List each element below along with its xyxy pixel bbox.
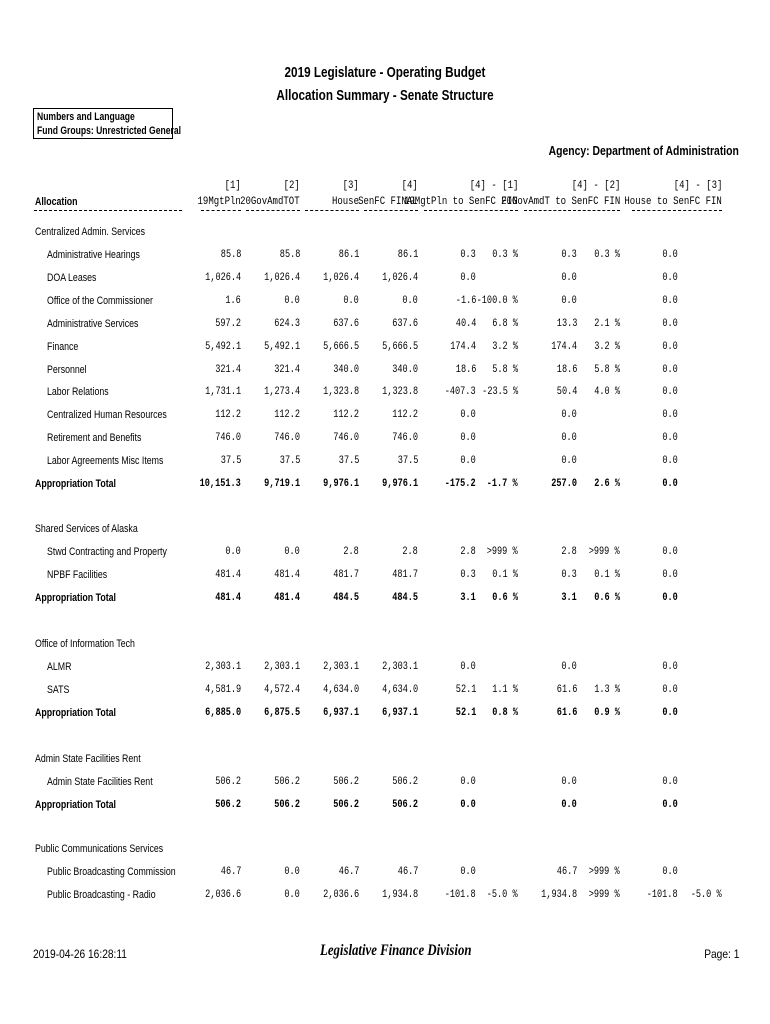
allocation-value: 86.1 xyxy=(338,249,359,261)
allocation-value: 0.0 xyxy=(662,776,678,788)
allocation-header-underline xyxy=(34,210,182,211)
allocation-value: 4,634.0 xyxy=(322,683,359,696)
allocation-value: 174.4 xyxy=(450,340,476,353)
column-header-index: [2] xyxy=(283,180,300,192)
total-value: 3.1 xyxy=(460,591,476,604)
allocation-value: 0.0 xyxy=(662,683,678,696)
allocation-label: Public Broadcasting Commission xyxy=(47,866,176,878)
allocation-value: 0.0 xyxy=(662,363,678,376)
appropriation-total-label: Appropriation Total xyxy=(35,591,116,604)
allocation-value: 37.5 xyxy=(397,455,418,468)
allocation-value: 1.1 % xyxy=(492,683,518,696)
column-header-underline xyxy=(201,210,241,211)
total-value: 506.2 xyxy=(274,798,300,811)
allocation-value: 0.0 xyxy=(662,455,678,468)
allocation-value: -5.0 % xyxy=(691,888,722,901)
total-value: 9,719.1 xyxy=(263,478,300,490)
allocation-value: 1,323.8 xyxy=(381,386,418,399)
allocation-value: 18.6 xyxy=(455,363,476,376)
allocation-value: 0.0 xyxy=(460,661,476,673)
total-value: 6,885.0 xyxy=(204,706,241,719)
allocation-value: 40.4 xyxy=(455,317,476,330)
allocation-value: 5.8 % xyxy=(492,363,518,376)
allocation-value: 1,273.4 xyxy=(263,386,300,399)
allocation-label: SATS xyxy=(47,683,70,696)
allocation-value: 1,026.4 xyxy=(204,271,241,284)
allocation-value: 0.0 xyxy=(284,546,300,558)
allocation-label: Finance xyxy=(47,340,79,353)
allocation-value: 0.0 xyxy=(402,294,418,307)
allocation-value: 5,666.5 xyxy=(322,340,359,353)
allocation-value: 0.0 xyxy=(284,866,300,878)
total-value: 0.8 % xyxy=(492,706,518,719)
allocation-value: 0.0 xyxy=(662,661,678,673)
allocation-value: 321.4 xyxy=(215,363,241,376)
allocation-value: 2.8 xyxy=(561,546,577,558)
allocation-label: DOA Leases xyxy=(47,271,97,284)
column-header-underline xyxy=(424,210,518,211)
allocation-value: 1,934.8 xyxy=(381,888,418,901)
allocation-value: -5.0 % xyxy=(487,888,518,901)
allocation-value: 37.5 xyxy=(220,455,241,468)
allocation-value: 2.8 xyxy=(343,546,359,558)
allocation-label: ALMR xyxy=(47,661,72,673)
appropriation-total-label: Appropriation Total xyxy=(35,478,116,490)
allocation-value: 2,303.1 xyxy=(322,661,359,673)
allocation-value: 637.6 xyxy=(392,317,418,330)
allocation-label: NPBF Facilities xyxy=(47,568,108,581)
allocation-value: 746.0 xyxy=(392,432,418,445)
allocation-value: 0.0 xyxy=(662,409,678,422)
allocation-value: 85.8 xyxy=(279,249,300,261)
column-header-name: 20GovAmdT to SenFC FIN xyxy=(500,196,620,208)
allocation-value: 481.7 xyxy=(333,568,359,581)
allocation-value: 1,026.4 xyxy=(381,271,418,284)
allocation-value: -101.8 xyxy=(445,888,476,901)
total-value: 0.0 xyxy=(460,798,476,811)
allocation-value: 0.0 xyxy=(662,568,678,581)
allocation-value: 4,634.0 xyxy=(381,683,418,696)
allocation-value: 340.0 xyxy=(392,363,418,376)
total-value: 0.6 % xyxy=(492,591,518,604)
allocation-value: 0.1 % xyxy=(594,568,620,581)
total-value: 0.0 xyxy=(662,706,678,719)
allocation-value: 37.5 xyxy=(279,455,300,468)
section-heading: Office of Information Tech xyxy=(35,638,135,650)
column-header-name: House to SenFC FIN xyxy=(624,196,722,208)
allocation-label: Labor Relations xyxy=(47,386,109,399)
total-value: 506.2 xyxy=(333,798,359,811)
allocation-value: 1,026.4 xyxy=(263,271,300,284)
allocation-value: 637.6 xyxy=(333,317,359,330)
total-value: 6,937.1 xyxy=(381,706,418,719)
allocation-value: 0.3 % xyxy=(594,249,620,261)
allocation-value: 2.1 % xyxy=(594,317,620,330)
allocation-value: 321.4 xyxy=(274,363,300,376)
appropriation-total-label: Appropriation Total xyxy=(35,798,116,811)
allocation-value: 746.0 xyxy=(215,432,241,445)
allocation-value: 0.0 xyxy=(561,455,577,468)
total-value: 0.0 xyxy=(561,798,577,811)
total-value: 52.1 xyxy=(455,706,476,719)
allocation-value: 112.2 xyxy=(215,409,241,422)
total-value: 0.0 xyxy=(662,478,678,490)
allocation-value: 506.2 xyxy=(274,776,300,788)
allocation-value: 0.0 xyxy=(662,386,678,399)
total-value: 10,151.3 xyxy=(199,478,241,490)
column-header-index: [1] xyxy=(224,180,241,192)
allocation-value: 4,572.4 xyxy=(263,683,300,696)
total-value: 506.2 xyxy=(215,798,241,811)
total-value: 6,937.1 xyxy=(322,706,359,719)
allocation-value: 481.4 xyxy=(215,568,241,581)
total-value: -175.2 xyxy=(445,478,476,490)
total-value: -1.7 % xyxy=(487,478,518,490)
allocation-value: 0.0 xyxy=(460,432,476,445)
total-value: 0.0 xyxy=(662,591,678,604)
allocation-value: 5.8 % xyxy=(594,363,620,376)
allocation-value: 597.2 xyxy=(215,317,241,330)
allocation-value: 6.8 % xyxy=(492,317,518,330)
allocation-value: 1,323.8 xyxy=(322,386,359,399)
allocation-value: 0.3 % xyxy=(492,249,518,261)
allocation-value: 0.0 xyxy=(561,409,577,422)
column-header-name: SenFC FINAL xyxy=(358,196,418,208)
allocation-value: 37.5 xyxy=(338,455,359,468)
allocation-value: 18.6 xyxy=(556,363,577,376)
allocation-value: -101.8 xyxy=(647,888,678,901)
total-value: 0.0 xyxy=(662,798,678,811)
total-value: 0.9 % xyxy=(594,706,620,719)
allocation-value: >999 % xyxy=(589,546,620,558)
allocation-value: 746.0 xyxy=(274,432,300,445)
agency-label: Agency: Department of Administration xyxy=(548,143,739,158)
allocation-value: 174.4 xyxy=(551,340,577,353)
allocation-value: 0.0 xyxy=(460,455,476,468)
allocation-value: 0.0 xyxy=(460,866,476,878)
column-header-index: [4] - [1] xyxy=(469,180,518,192)
allocation-value: 46.7 xyxy=(556,866,577,878)
column-header-underline xyxy=(524,210,620,211)
fund-box-line1: Numbers and Language xyxy=(37,111,135,123)
total-value: 481.4 xyxy=(215,591,241,604)
column-header-underline xyxy=(246,210,300,211)
allocation-value: 1,731.1 xyxy=(204,386,241,399)
total-value: 9,976.1 xyxy=(381,478,418,490)
allocation-value: 5,666.5 xyxy=(381,340,418,353)
allocation-value: 1.6 xyxy=(225,294,241,307)
allocation-value: 2,036.6 xyxy=(322,888,359,901)
allocation-value: 46.7 xyxy=(220,866,241,878)
allocation-value: 50.4 xyxy=(556,386,577,399)
allocation-value: 0.0 xyxy=(662,340,678,353)
report-title: 2019 Legislature - Operating Budget xyxy=(284,64,486,81)
allocation-value: 0.0 xyxy=(460,271,476,284)
allocation-value: 2.8 xyxy=(460,546,476,558)
allocation-value: 0.0 xyxy=(662,271,678,284)
section-heading: Centralized Admin. Services xyxy=(35,226,146,238)
total-value: 484.5 xyxy=(333,591,359,604)
allocation-value: 0.0 xyxy=(662,317,678,330)
allocation-value: 1,934.8 xyxy=(540,888,577,901)
allocation-value: 0.0 xyxy=(460,409,476,422)
allocation-value: -407.3 xyxy=(445,386,476,399)
allocation-value: -100.0 % xyxy=(476,294,518,307)
allocation-value: 0.3 xyxy=(561,249,577,261)
column-header-index: [4] xyxy=(401,180,418,192)
allocation-label: Personnel xyxy=(47,363,87,376)
allocation-value: 2,303.1 xyxy=(204,661,241,673)
allocation-label: Stwd Contracting and Property xyxy=(47,546,167,558)
allocation-value: 481.4 xyxy=(274,568,300,581)
allocation-value: 0.0 xyxy=(561,661,577,673)
total-value: 481.4 xyxy=(274,591,300,604)
allocation-value: 112.2 xyxy=(333,409,359,422)
column-header-index: [3] xyxy=(342,180,359,192)
allocation-value: 624.3 xyxy=(274,317,300,330)
allocation-column-header: Allocation xyxy=(35,196,78,208)
column-header-index: [4] - [2] xyxy=(571,180,620,192)
allocation-value: 0.0 xyxy=(343,294,359,307)
allocation-value: 5,492.1 xyxy=(204,340,241,353)
column-header-name: 20GovAmdTOT xyxy=(240,196,300,208)
allocation-value: 0.0 xyxy=(662,866,678,878)
section-heading: Admin State Facilities Rent xyxy=(35,753,141,765)
allocation-value: 86.1 xyxy=(397,249,418,261)
appropriation-total-label: Appropriation Total xyxy=(35,706,116,719)
allocation-value: 46.7 xyxy=(338,866,359,878)
total-value: 2.6 % xyxy=(594,478,620,490)
column-header-name: House xyxy=(331,196,359,208)
allocation-value: 0.1 % xyxy=(492,568,518,581)
allocation-value: 481.7 xyxy=(392,568,418,581)
allocation-value: -1.6 xyxy=(455,294,476,307)
allocation-value: 0.0 xyxy=(662,249,678,261)
allocation-value: 3.2 % xyxy=(492,340,518,353)
allocation-value: 0.0 xyxy=(284,294,300,307)
allocation-value: -23.5 % xyxy=(481,386,518,399)
allocation-value: 340.0 xyxy=(333,363,359,376)
allocation-value: 506.2 xyxy=(392,776,418,788)
total-value: 61.6 xyxy=(556,706,577,719)
allocation-value: 506.2 xyxy=(215,776,241,788)
column-header-underline xyxy=(305,210,359,211)
allocation-value: 4,581.9 xyxy=(204,683,241,696)
fund-group-box xyxy=(33,108,181,139)
allocation-value: >999 % xyxy=(589,888,620,901)
allocation-value: 46.7 xyxy=(397,866,418,878)
allocation-value: 0.0 xyxy=(561,271,577,284)
section-heading: Public Communications Services xyxy=(35,843,164,855)
total-value: 9,976.1 xyxy=(322,478,359,490)
allocation-value: 1.3 % xyxy=(594,683,620,696)
allocation-value: 0.0 xyxy=(460,776,476,788)
allocation-value: >999 % xyxy=(487,546,518,558)
allocation-value: 0.0 xyxy=(225,546,241,558)
allocation-value: 2.8 xyxy=(402,546,418,558)
allocation-value: 3.2 % xyxy=(594,340,620,353)
allocation-value: >999 % xyxy=(589,866,620,878)
allocation-value: 0.0 xyxy=(561,294,577,307)
allocation-label: Admin State Facilities Rent xyxy=(47,776,153,788)
allocation-label: Administrative Hearings xyxy=(47,249,140,261)
allocation-value: 52.1 xyxy=(455,683,476,696)
total-value: 506.2 xyxy=(392,798,418,811)
allocation-value: 0.3 xyxy=(460,249,476,261)
column-header-name: 19MgtPln xyxy=(197,196,241,208)
allocation-value: 0.0 xyxy=(561,776,577,788)
report-subtitle: Allocation Summary - Senate Structure xyxy=(276,87,494,104)
allocation-label: Centralized Human Resources xyxy=(47,409,167,422)
allocation-value: 0.0 xyxy=(662,294,678,307)
allocation-value: 13.3 xyxy=(556,317,577,330)
allocation-value: 0.3 xyxy=(561,568,577,581)
allocation-value: 0.0 xyxy=(662,546,678,558)
allocation-value: 746.0 xyxy=(333,432,359,445)
allocation-value: 0.0 xyxy=(662,432,678,445)
column-header-underline xyxy=(632,210,722,211)
allocation-value: 112.2 xyxy=(274,409,300,422)
total-value: 3.1 xyxy=(561,591,577,604)
allocation-value: 85.8 xyxy=(220,249,241,261)
allocation-value: 4.0 % xyxy=(594,386,620,399)
allocation-value: 61.6 xyxy=(556,683,577,696)
footer-datetime: 2019-04-26 16:28:11 xyxy=(33,947,127,961)
allocation-label: Labor Agreements Misc Items xyxy=(47,455,164,468)
total-value: 257.0 xyxy=(551,478,577,490)
footer-division: Legislative Finance Division xyxy=(320,942,472,959)
allocation-label: Office of the Commissioner xyxy=(47,294,153,307)
total-value: 6,875.5 xyxy=(263,706,300,719)
allocation-value: 2,303.1 xyxy=(263,661,300,673)
footer-page-number: Page: 1 xyxy=(703,947,739,961)
allocation-value: 2,303.1 xyxy=(381,661,418,673)
allocation-value: 5,492.1 xyxy=(263,340,300,353)
column-header-index: [4] - [3] xyxy=(673,180,722,192)
total-value: 0.6 % xyxy=(594,591,620,604)
allocation-value: 112.2 xyxy=(392,409,418,422)
allocation-value: 0.0 xyxy=(561,432,577,445)
allocation-value: 2,036.6 xyxy=(204,888,241,901)
section-heading: Shared Services of Alaska xyxy=(35,523,138,535)
allocation-label: Administrative Services xyxy=(47,317,139,330)
allocation-value: 1,026.4 xyxy=(322,271,359,284)
column-header-underline xyxy=(364,210,418,211)
allocation-label: Retirement and Benefits xyxy=(47,432,142,445)
column-header-name: 19MgtPln to SenFC FIN xyxy=(404,196,518,208)
total-value: 484.5 xyxy=(392,591,418,604)
allocation-value: 0.3 xyxy=(460,568,476,581)
allocation-value: 0.0 xyxy=(284,888,300,901)
fund-box-line2: Fund Groups: Unrestricted General xyxy=(37,125,181,137)
allocation-value: 506.2 xyxy=(333,776,359,788)
allocation-label: Public Broadcasting - Radio xyxy=(47,888,156,901)
